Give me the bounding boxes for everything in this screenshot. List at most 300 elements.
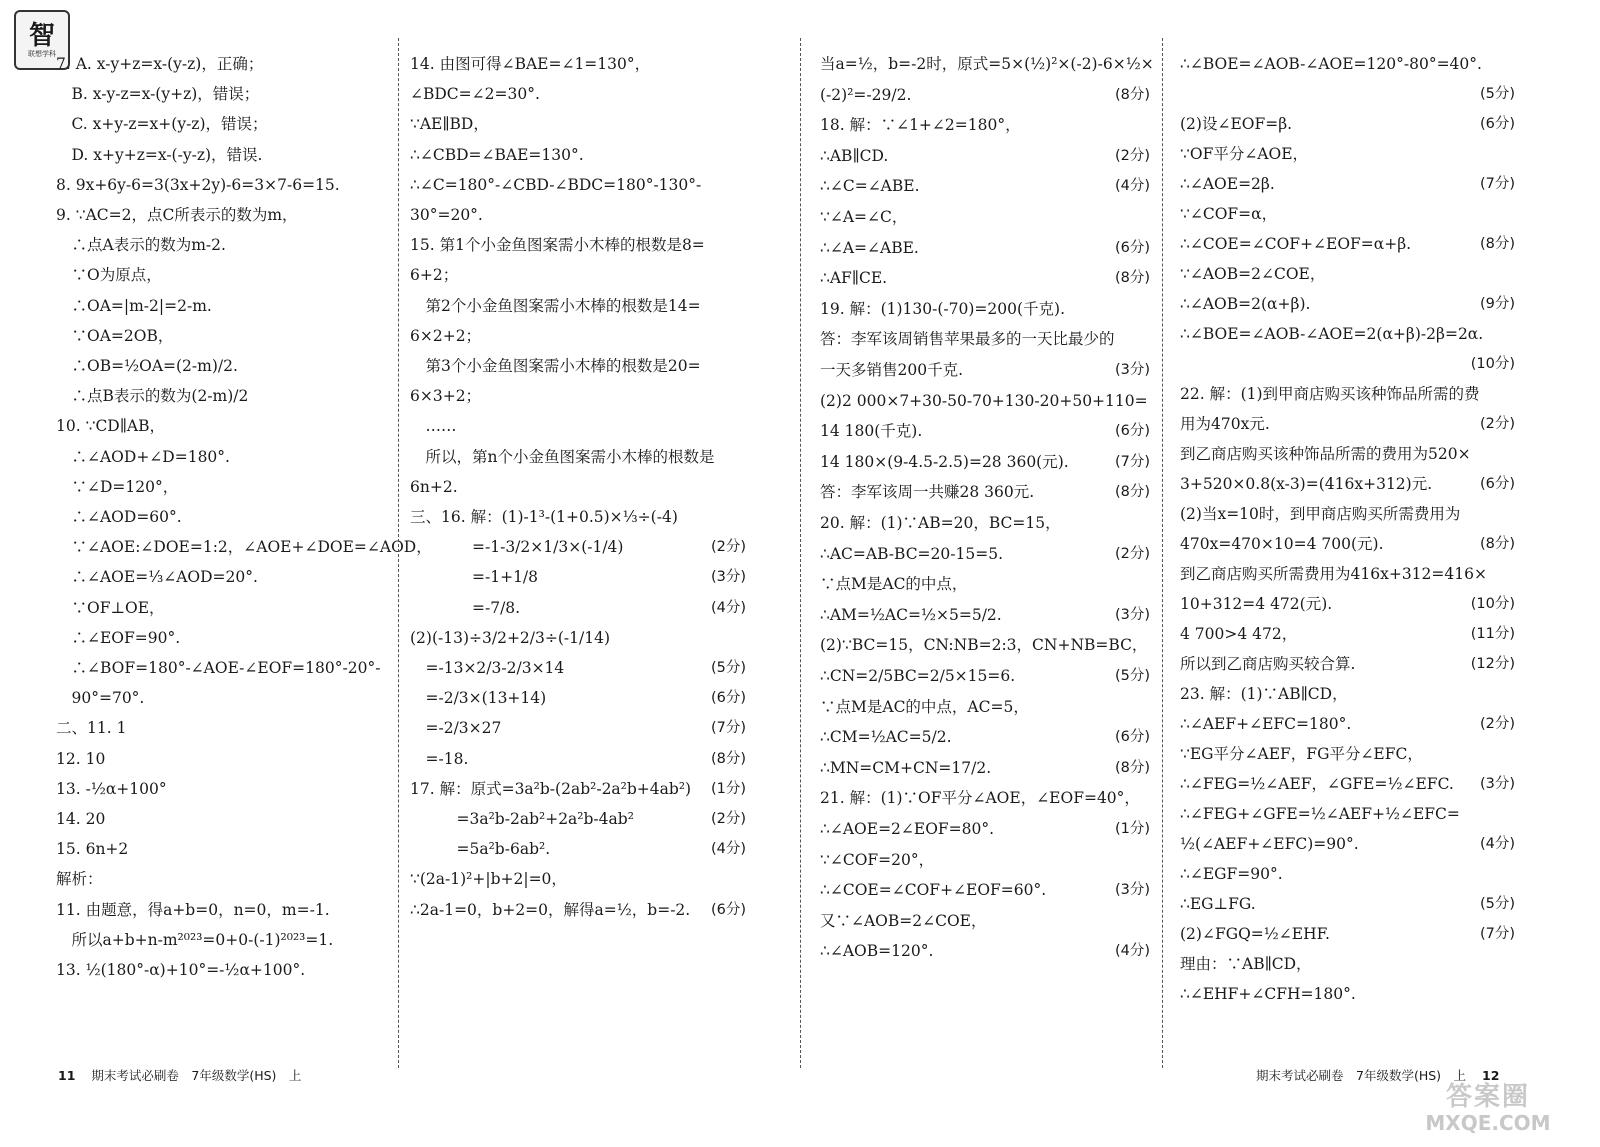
brand-logo-caption: 联想学科	[28, 49, 56, 58]
answer-line	[1180, 50, 1515, 78]
answer-line-text: (2)∵BC=15，CN:NB=2:3，CN+NB=BC，	[820, 636, 1148, 655]
answer-line-text: ∵(2a-1)²+|b+2|=0，	[410, 870, 567, 889]
answer-line	[56, 624, 386, 652]
answer-line	[410, 594, 746, 622]
answer-line	[1180, 140, 1515, 168]
answer-line	[820, 295, 1150, 323]
answer-line	[56, 261, 386, 289]
answer-line	[410, 231, 746, 259]
answer-line	[1180, 950, 1515, 978]
answer-line-text: 6n+2.	[410, 477, 458, 496]
score-mark: (2分)	[1479, 416, 1515, 432]
answer-line-text: ∴AB∥CD.	[820, 146, 889, 165]
answer-line-text: ∴CN=2/5BC=2/5×15=6.	[820, 667, 1016, 685]
answer-line-text: 7. A. x-y+z=x-(y-z)，正确；	[56, 55, 264, 73]
answer-line	[56, 80, 386, 108]
answer-line	[1180, 650, 1515, 678]
answer-line-text: 11. 由题意，得a+b=0，n=0，m=-1.	[56, 900, 330, 919]
answer-line	[1180, 680, 1515, 708]
answer-line	[1180, 350, 1515, 378]
answer-line	[1180, 920, 1515, 948]
answer-line	[820, 142, 1150, 170]
answer-line	[56, 926, 386, 954]
answer-line	[56, 352, 386, 380]
footer-left-title: 期末考试必刷卷 7年级数学(HS) 上	[91, 1068, 302, 1083]
answer-line-text: (2)当x=10时，到甲商店购买所需费用为	[1180, 505, 1461, 523]
answer-line-text: (2)(-13)÷3/2+2/3÷(-1/14)	[410, 628, 611, 647]
answer-line-text: =5a²b-6ab².	[410, 840, 551, 859]
answer-line	[410, 624, 746, 652]
answer-line	[1180, 830, 1515, 858]
answer-line-text: 23. 解：(1)∵AB∥CD，	[1180, 685, 1348, 703]
answer-line	[1180, 260, 1515, 288]
answer-line-text: ∴MN=CM+CN=17/2.	[820, 758, 992, 777]
answer-line-text: ∴∠AEF+∠EFC=180°.	[1180, 715, 1352, 733]
answer-line	[1180, 80, 1515, 108]
answer-line-text: 第2个小金鱼图案需小木棒的根数是14=	[410, 296, 701, 315]
answer-line-text: 14. 由图可得∠BAE=∠1=130°，	[410, 55, 651, 73]
score-mark: (5分)	[1479, 896, 1515, 912]
answer-line-text: ∴∠AOB=2(α+β).	[1180, 295, 1311, 313]
answer-line-text: ∵点M是AC的中点，	[820, 575, 968, 594]
answer-line	[56, 231, 386, 259]
answer-line	[410, 171, 746, 199]
answer-line-text: 470x=470×10=4 700(元).	[1180, 535, 1384, 553]
score-mark: (8分)	[1479, 536, 1515, 552]
answer-line	[820, 846, 1150, 874]
answer-line-text: ∴∠C=∠ABE.	[820, 177, 920, 196]
answer-line-text: ∴∠AOE=⅓∠AOD=20°.	[56, 568, 258, 587]
answer-line	[820, 754, 1150, 782]
answer-line-text: 所以到乙商店购买较合算.	[1180, 655, 1356, 673]
score-mark: (6分)	[710, 690, 746, 707]
answer-line	[56, 171, 386, 199]
answer-line-text: 当a=½，b=-2时，原式=5×(½)²×(-2)-6×½×	[820, 55, 1154, 73]
answer-line	[820, 601, 1150, 629]
answer-line	[56, 412, 386, 440]
answer-line	[410, 110, 746, 138]
score-mark: (4分)	[1114, 178, 1150, 195]
answer-line-text: C. x+y-z=x+(y-z)，错误；	[56, 115, 268, 134]
score-mark: (7分)	[710, 720, 746, 737]
answer-line-text: ∵EG平分∠AEF，FG平分∠EFC，	[1180, 745, 1423, 763]
answer-line-text: (2)∠FGQ=½∠EHF.	[1180, 925, 1330, 943]
answer-line	[410, 775, 746, 803]
score-mark: (12分)	[1470, 656, 1515, 672]
answer-line	[410, 503, 746, 531]
answer-line-text: ∵∠A=∠C，	[820, 208, 908, 226]
answer-line-text: 9. ∵AC=2，点C所表示的数为m，	[56, 206, 298, 224]
answer-line-text: 所以，第n个小金鱼图案需小木棒的根数是	[410, 447, 715, 466]
score-mark: (8分)	[1114, 484, 1150, 501]
answer-line	[410, 473, 746, 501]
answer-line	[56, 956, 386, 984]
answer-line	[1180, 470, 1515, 498]
answer-line-text: ∴∠COE=∠COF+∠EOF=α+β.	[1180, 235, 1412, 253]
answer-line-text: 4 700>4 472，	[1180, 625, 1298, 643]
answer-line	[410, 533, 746, 561]
answer-line	[410, 684, 746, 712]
answer-line	[820, 693, 1150, 721]
answer-line-text: ∴∠EGF=90°.	[1180, 865, 1283, 883]
answer-line	[820, 172, 1150, 200]
answer-line	[410, 141, 746, 169]
answer-line-text: 19. 解：(1)130-(-70)=200(千克).	[820, 299, 1066, 318]
answer-line-text: ∴2a-1=0，b+2=0，解得a=½，b=-2.	[410, 900, 691, 919]
answer-line	[820, 723, 1150, 751]
answer-line-text: B. x-y-z=x-(y+z)，错误；	[56, 85, 260, 104]
answer-line	[410, 201, 746, 229]
score-mark: (10分)	[1470, 596, 1515, 612]
answer-line	[820, 815, 1150, 843]
answer-line-text: =-13×2/3-2/3×14	[410, 659, 565, 677]
answer-line	[56, 865, 386, 893]
answer-line	[1180, 890, 1515, 918]
score-mark: (2分)	[1114, 147, 1150, 164]
score-mark: (6分)	[1479, 476, 1515, 492]
answer-line	[820, 570, 1150, 598]
answer-line-text: 用为470x元.	[1180, 415, 1270, 433]
answer-line	[410, 805, 746, 833]
answer-line	[1180, 530, 1515, 558]
answer-line-text: ∵∠D=120°，	[56, 477, 179, 496]
answer-line	[56, 835, 386, 863]
answer-line	[820, 111, 1150, 139]
answer-line-text: =-1-3/2×1/3×(-1/4)	[410, 538, 624, 557]
answer-line	[820, 540, 1150, 568]
score-mark: (3分)	[1114, 606, 1150, 623]
answer-line-text: 6×2+2；	[410, 326, 482, 345]
answer-line-text: ∴∠AOE=2∠EOF=80°.	[820, 820, 995, 838]
watermark-line-1: 答案圈	[1445, 1082, 1530, 1112]
column-4	[1180, 50, 1515, 1080]
answer-line-text: ∴点A表示的数为m-2.	[56, 236, 226, 255]
score-mark: (5分)	[710, 660, 746, 676]
answer-line-text: 20. 解：(1)∵AB=20，BC=15，	[820, 514, 1061, 532]
score-mark: (6分)	[1114, 423, 1150, 440]
score-mark: (4分)	[1114, 943, 1150, 960]
score-mark: (7分)	[1479, 176, 1515, 192]
answer-line-text: 答：李军该周一共赚28 360元.	[820, 483, 1035, 502]
answer-line-text: 又∵∠AOB=2∠COE，	[820, 911, 987, 930]
answer-line-text: ∴∠COE=∠COF+∠EOF=60°.	[820, 881, 1047, 900]
answer-line	[56, 473, 386, 501]
answer-line-text: ∴∠BOE=∠AOB-∠AOE=120°-80°=40°.	[1180, 55, 1482, 73]
score-mark: (4分)	[1479, 836, 1515, 852]
answer-line-text: 15. 6n+2	[56, 840, 129, 859]
answer-line-text: ∴AC=AB-BC=20-15=5.	[820, 544, 1003, 563]
answer-line	[1180, 200, 1515, 228]
answer-line	[56, 110, 386, 138]
answer-line-text: ∴AF∥CE.	[820, 269, 888, 288]
footer-left	[58, 1066, 301, 1084]
answer-line	[1180, 110, 1515, 138]
answer-line	[820, 387, 1150, 415]
answer-line	[410, 382, 746, 410]
score-mark: (9分)	[1479, 296, 1515, 312]
answer-line-text: 答：李军该周销售苹果最多的一天比最少的	[820, 330, 1115, 349]
score-mark: (3分)	[1114, 882, 1150, 899]
answer-line-text: =-18.	[410, 749, 469, 768]
answer-line	[410, 835, 746, 863]
answer-line-text: 13. ½(180°-α)+10°=-½α+100°.	[56, 961, 306, 979]
answer-line	[56, 141, 386, 169]
answer-line-text: ∵OF⊥OE，	[56, 598, 165, 617]
answer-line	[820, 876, 1150, 904]
column-divider	[398, 38, 399, 1068]
answer-line	[820, 234, 1150, 262]
answer-line-text: ∴∠FEG=½∠AEF，∠GFE=½∠EFC.	[1180, 775, 1454, 793]
answer-line	[820, 478, 1150, 506]
answer-line-text: ∴AM=½AC=½×5=5/2.	[820, 605, 1002, 624]
answer-line	[56, 745, 386, 773]
answer-line	[820, 356, 1150, 384]
score-mark: (10分)	[1470, 356, 1515, 372]
answer-line-text: =-2/3×27	[410, 719, 502, 738]
score-mark: (3分)	[710, 569, 746, 586]
answer-line	[820, 784, 1150, 812]
answer-line-text: 22. 解：(1)到甲商店购买该种饰品所需的费	[1180, 385, 1480, 403]
answer-line-text: 14 180(千克).	[820, 422, 923, 441]
answer-line-text: 14 180×(9-4.5-2.5)=28 360(元).	[820, 452, 1069, 471]
score-mark: (2分)	[710, 539, 746, 556]
answer-line-text: ∴∠C=180°-∠CBD-∠BDC=180°-130°-	[410, 175, 702, 194]
answer-line	[1180, 980, 1515, 1008]
column-1	[56, 50, 432, 1080]
answer-line	[410, 745, 746, 773]
answer-line-text: ∵∠AOE:∠DOE=1:2，∠AOE+∠DOE=∠AOD，	[56, 538, 432, 557]
answer-line-text: 21. 解：(1)∵OF平分∠AOE，∠EOF=40°，	[820, 789, 1140, 808]
score-mark: (11分)	[1470, 626, 1515, 642]
answer-line-text: 18. 解：∵∠1+∠2=180°，	[820, 116, 1021, 135]
answer-line-text: 解析：	[56, 870, 103, 889]
answer-line-text: ∵∠COF=α，	[1180, 205, 1278, 223]
answer-line	[56, 292, 386, 320]
answer-line	[1180, 230, 1515, 258]
answer-line-text: (2)设∠EOF=β.	[1180, 115, 1293, 133]
answer-line	[1180, 590, 1515, 618]
brand-logo-glyph: 智	[28, 20, 55, 51]
answer-line-text: 二、11. 1	[56, 719, 127, 738]
score-mark: (6分)	[1114, 729, 1150, 746]
answer-line	[1180, 740, 1515, 768]
answer-line-text: 3+520×0.8(x-3)=(416x+312)元.	[1180, 475, 1433, 493]
answer-line	[56, 443, 386, 471]
answer-line	[56, 201, 386, 229]
answer-line	[56, 322, 386, 350]
answer-line	[1180, 860, 1515, 888]
answer-line	[410, 654, 746, 682]
answer-line-text: 10. ∵CD∥AB，	[56, 417, 165, 436]
answer-line	[56, 594, 386, 622]
answer-line	[410, 412, 746, 440]
score-mark: (6分)	[1479, 116, 1515, 132]
answer-line-text: 12. 10	[56, 749, 106, 768]
answer-line-text: ∵OF平分∠AOE，	[1180, 145, 1309, 163]
score-mark: (5分)	[1479, 86, 1515, 102]
answer-line-text: ∴∠AOE=2β.	[1180, 175, 1275, 193]
answer-line-text: ∴OA=|m-2|=2-m.	[56, 296, 212, 315]
answer-line	[1180, 620, 1515, 648]
answer-line-text: D. x+y+z=x-(-y-z)，错误.	[56, 145, 263, 164]
answer-line-text: ∵AE∥BD，	[410, 115, 489, 134]
answer-line-text: ∴∠A=∠ABE.	[820, 238, 919, 257]
answer-line-text: ∵点M是AC的中点，AC=5，	[820, 697, 1029, 716]
answer-line	[56, 896, 386, 924]
answer-line	[56, 503, 386, 531]
answer-line-text: ∴∠BOF=180°-∠AOE-∠EOF=180°-20°-	[56, 659, 381, 677]
column-divider	[1162, 38, 1163, 1068]
answer-line	[1180, 500, 1515, 528]
answer-line-text: 第3个小金鱼图案需小木棒的根数是20=	[410, 357, 701, 375]
answer-line	[410, 896, 746, 924]
column-2	[410, 50, 746, 1080]
answer-line	[56, 563, 386, 591]
answer-line	[820, 448, 1150, 476]
answer-line	[820, 417, 1150, 445]
answer-line-text: ∴∠EHF+∠CFH=180°.	[1180, 985, 1356, 1003]
score-mark: (7分)	[1479, 926, 1515, 942]
answer-line	[56, 714, 386, 742]
score-mark: (1分)	[710, 780, 746, 797]
answer-line-text: 一天多销售200千克.	[820, 361, 964, 379]
answer-line	[820, 50, 1154, 78]
answer-line	[1180, 410, 1515, 438]
answer-line-text: 到乙商店购买所需费用为416x+312=416×	[1180, 565, 1487, 583]
answer-line	[56, 382, 386, 410]
answer-line-text: ∵∠AOB=2∠COE，	[1180, 265, 1326, 283]
answer-line	[410, 865, 746, 893]
answer-line-text: ∴CM=½AC=5/2.	[820, 728, 952, 747]
answer-line-text: ∵∠COF=20°，	[820, 850, 935, 869]
answer-line	[56, 684, 386, 712]
score-mark: (8分)	[1114, 86, 1150, 103]
watermark	[1398, 1082, 1578, 1138]
answer-line-text: ∴∠AOD=60°.	[56, 508, 182, 526]
column-3	[820, 50, 1154, 1080]
answer-line	[56, 50, 386, 78]
answer-line	[410, 292, 746, 320]
answer-line-text: (2)2 000×7+30-50-70+130-20+50+110=	[820, 391, 1148, 410]
answer-line	[1180, 380, 1515, 408]
answer-line-text: 17. 解：原式=3a²b-(2ab²-2a²b+4ab²)	[410, 779, 692, 798]
answer-line	[410, 322, 746, 350]
answer-line-text: ∠BDC=∠2=30°.	[410, 85, 540, 104]
answer-line	[56, 533, 432, 561]
answer-line	[1180, 560, 1515, 588]
answer-line-text: ……	[410, 417, 457, 436]
answer-line	[1180, 710, 1515, 738]
answer-line-text: ∴EG⊥FG.	[1180, 895, 1256, 913]
answer-line	[410, 261, 746, 289]
score-mark: (2分)	[1479, 716, 1515, 732]
score-mark: (5分)	[1114, 668, 1150, 684]
answer-line	[1180, 440, 1515, 468]
answer-line	[820, 203, 1150, 231]
answer-line-text: ∴OB=½OA=(2-m)/2.	[56, 357, 238, 375]
score-mark: (2分)	[1114, 545, 1150, 562]
answer-line	[1180, 770, 1515, 798]
answer-line-text: 15. 第1个小金鱼图案需小木棒的根数是8=	[410, 236, 705, 255]
answer-line	[1180, 170, 1515, 198]
answer-line-text: 10+312=4 472(元).	[1180, 595, 1333, 613]
answer-line-text: 14. 20	[56, 810, 106, 828]
score-mark: (8分)	[1114, 270, 1150, 287]
answer-line-text: 13. -½α+100°	[56, 779, 167, 798]
answer-line-text: 30°=20°.	[410, 206, 483, 224]
watermark-line-2: MXQE.COM	[1425, 1111, 1551, 1135]
answer-line	[820, 81, 1150, 109]
answer-line-text: (-2)²=-29/2.	[820, 85, 912, 104]
answer-line-text: ∴∠AOD+∠D=180°.	[56, 447, 230, 466]
column-divider	[800, 38, 801, 1068]
score-mark: (8分)	[1114, 759, 1150, 776]
page-number-right: 12	[1482, 1068, 1500, 1083]
answer-line-text: ½(∠AEF+∠EFC)=90°.	[1180, 835, 1359, 853]
answer-line-text: ∴∠EOF=90°.	[56, 628, 181, 647]
score-mark: (6分)	[710, 901, 746, 918]
score-mark: (6分)	[1114, 239, 1150, 256]
answer-line	[1180, 800, 1515, 828]
answer-line-text: =-2/3×(13+14)	[410, 689, 547, 708]
answer-line-text: ∴∠CBD=∠BAE=130°.	[410, 145, 584, 164]
footer-right-title: 期末考试必刷卷 7年级数学(HS) 上	[1256, 1068, 1467, 1083]
answer-line	[410, 443, 746, 471]
answer-line-text: 三、16. 解：(1)-1³-(1+0.5)×⅓÷(-4)	[410, 508, 678, 526]
answer-line	[410, 80, 746, 108]
answer-line	[410, 50, 746, 78]
page-number-left: 11	[58, 1068, 76, 1083]
answer-line	[1180, 290, 1515, 318]
answer-line-text: 8. 9x+6y-6=3(3x+2y)-6=3×7-6=15.	[56, 175, 340, 194]
answer-line-text: =-7/8.	[410, 598, 521, 617]
answer-line-text: 6+2；	[410, 266, 459, 285]
answer-line	[410, 714, 746, 742]
answer-line-text: =3a²b-2ab²+2a²b-4ab²	[410, 810, 634, 828]
score-mark: (3分)	[1114, 362, 1150, 378]
answer-line	[820, 325, 1150, 353]
answer-line-text: ∵OA=2OB，	[56, 326, 174, 345]
score-mark: (8分)	[710, 750, 746, 767]
answer-line-text: ∴∠BOE=∠AOB-∠AOE=2(α+β)-2β=2α.	[1180, 325, 1484, 343]
score-mark: (7分)	[1114, 453, 1150, 470]
answer-line-text: 6×3+2；	[410, 387, 482, 406]
answer-line	[820, 264, 1150, 292]
score-mark: (1分)	[1114, 821, 1150, 837]
score-mark: (4分)	[710, 599, 746, 616]
answer-line	[410, 352, 746, 380]
answer-line-text: ∵O为原点，	[56, 266, 162, 285]
answer-line-text: 90°=70°.	[56, 689, 145, 708]
answer-line	[820, 662, 1150, 690]
answer-line-text: ∴∠AOB=120°.	[820, 942, 934, 961]
score-mark: (3分)	[1479, 776, 1515, 792]
answer-line	[1180, 320, 1515, 348]
score-mark: (4分)	[710, 841, 746, 858]
answer-line-text: 所以a+b+n-m²⁰²³=0+0-(-1)²⁰²³=1.	[56, 930, 334, 949]
answer-line	[56, 654, 386, 682]
answer-line-text: ∴∠FEG+∠GFE=½∠AEF+½∠EFC=	[1180, 805, 1460, 823]
answer-line-text: ∴点B表示的数为(2-m)/2	[56, 387, 249, 406]
answer-line	[56, 805, 386, 833]
answer-line	[820, 631, 1150, 659]
answer-line-text: 到乙商店购买该种饰品所需的费用为520×	[1180, 445, 1471, 463]
answer-line-text: =-1+1/8	[410, 568, 539, 587]
answer-line	[410, 563, 746, 591]
answer-line	[820, 937, 1150, 965]
score-mark: (2分)	[710, 811, 746, 827]
answer-line-text: 理由：∵AB∥CD，	[1180, 955, 1312, 973]
